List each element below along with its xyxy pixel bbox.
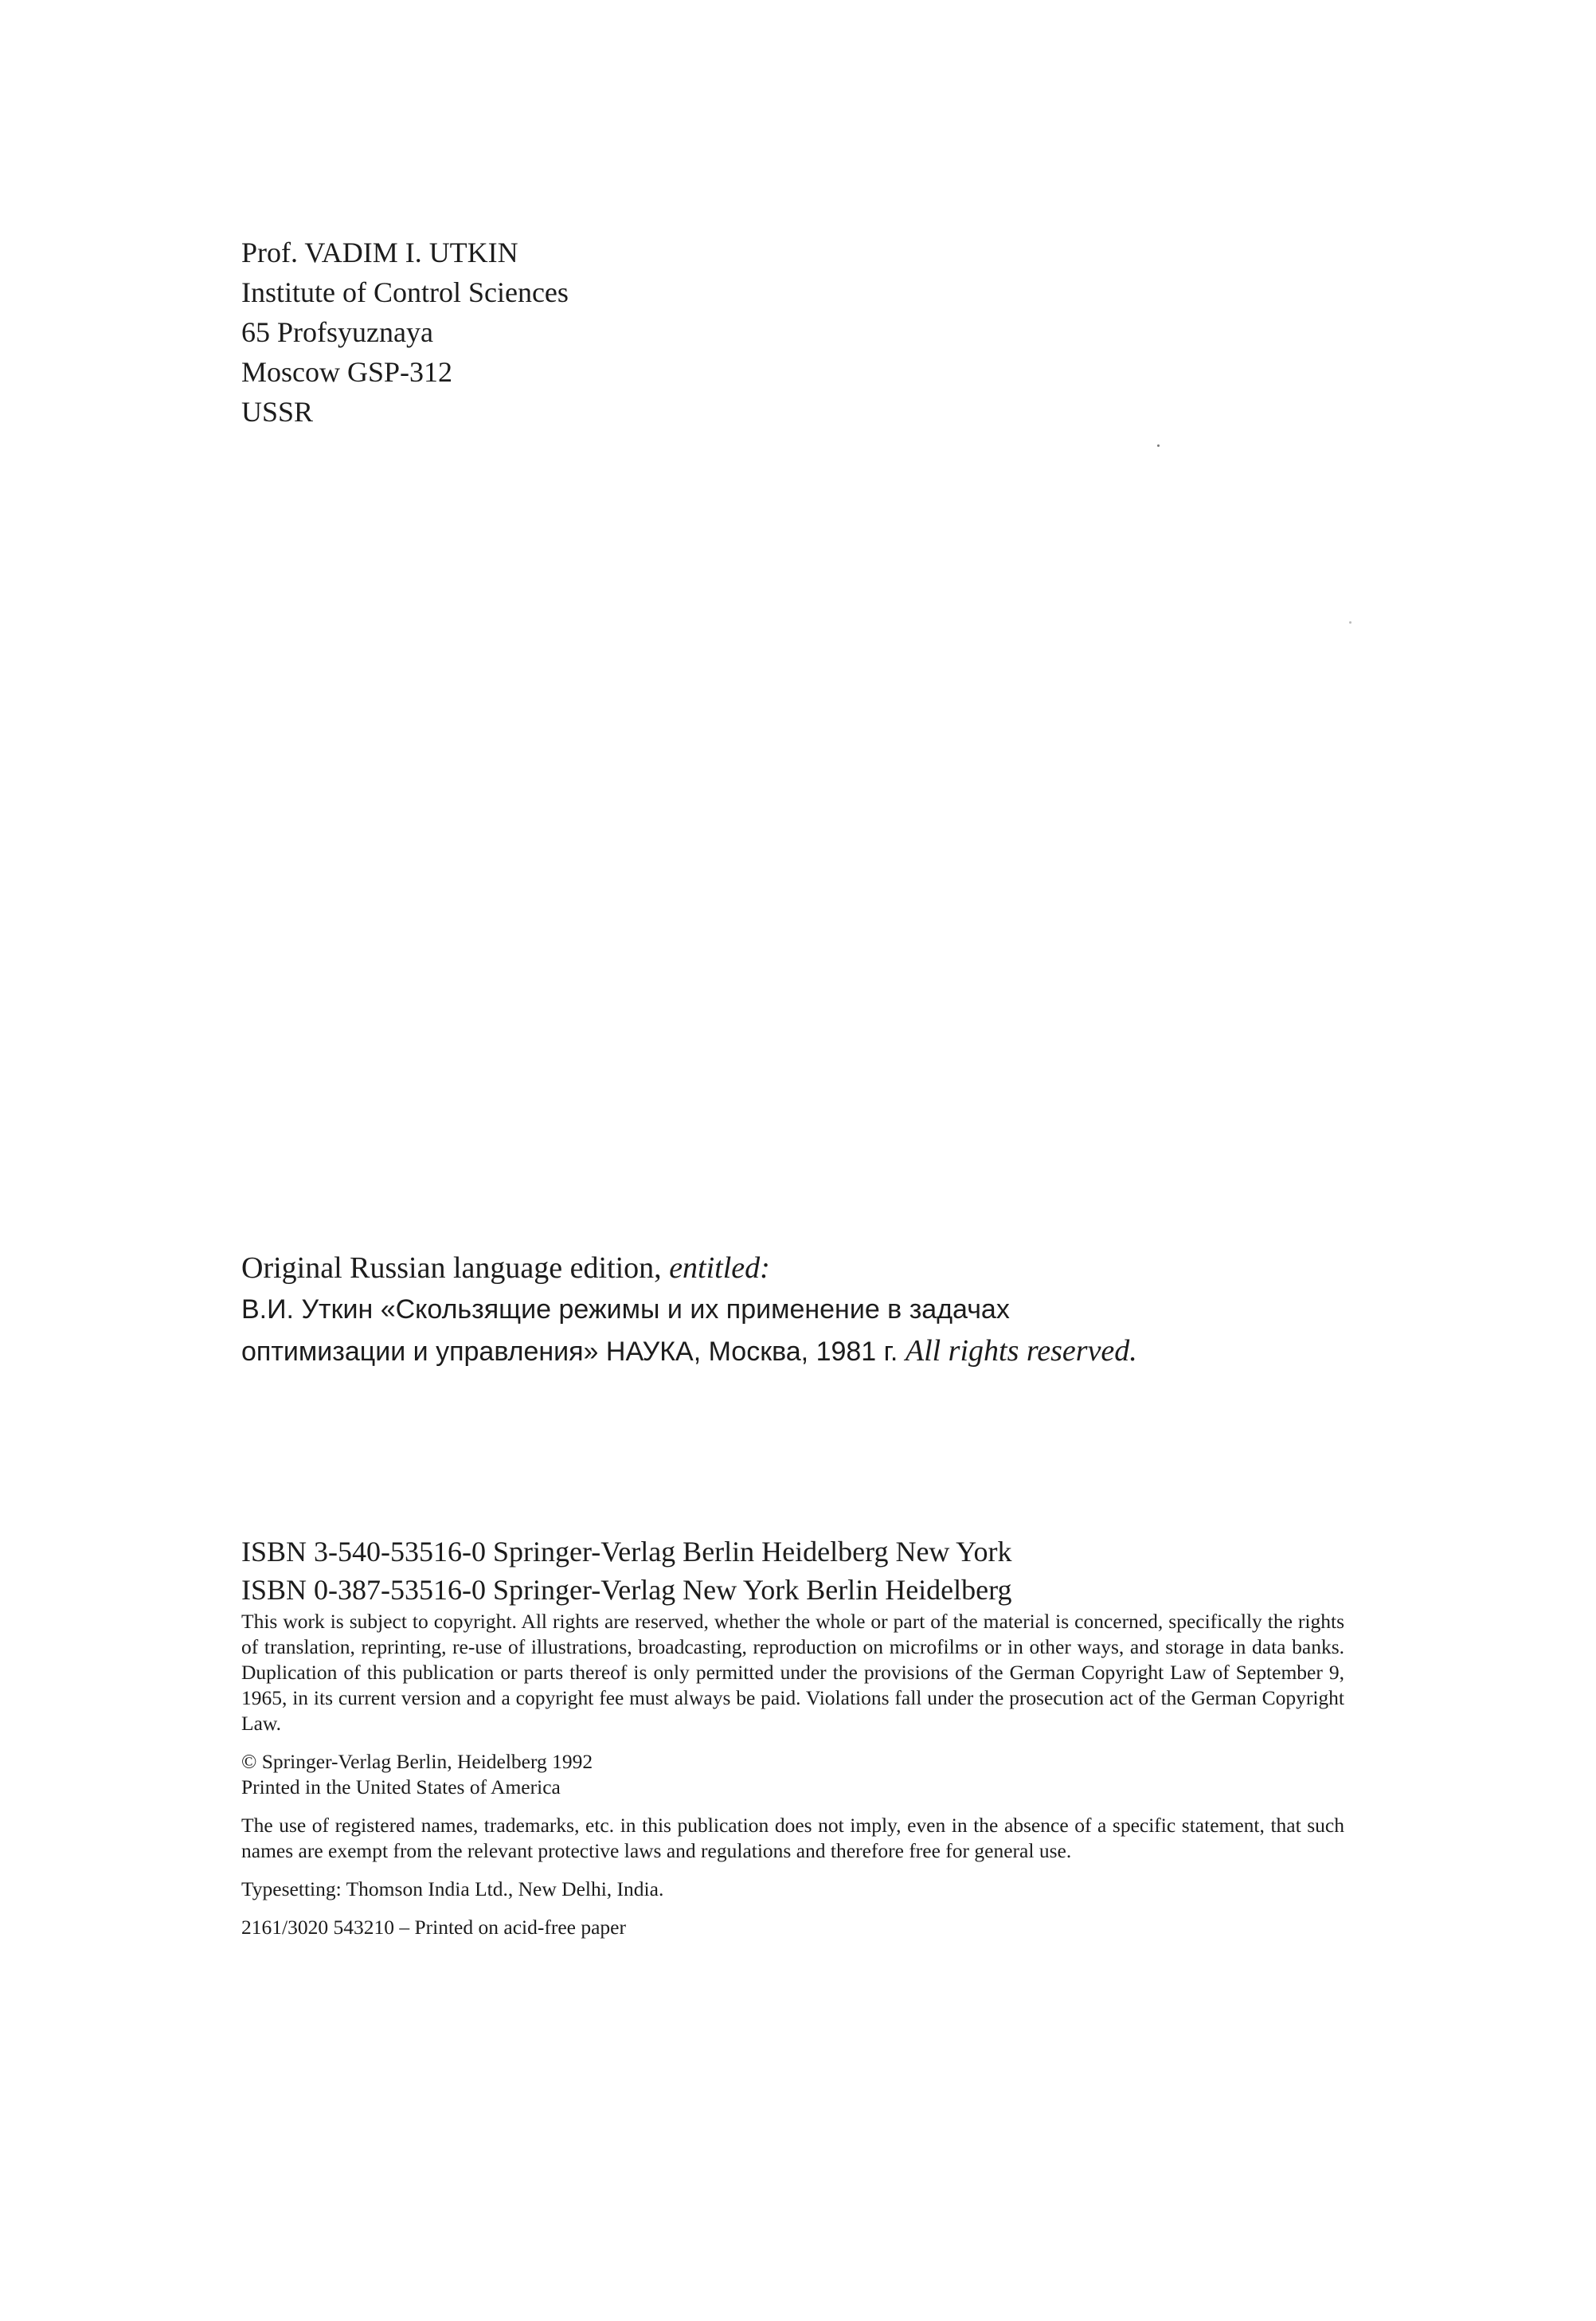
all-rights-reserved: All rights reserved. — [898, 1334, 1137, 1368]
author-name: Prof. VADIM I. UTKIN — [241, 237, 518, 268]
scan-speck — [1349, 621, 1352, 624]
typesetting-credit: Typesetting: Thomson India Ltd., New Delhi, India. — [241, 1877, 664, 1900]
publisher-copyright: © Springer-Verlag Berlin, Heidelberg 1992 — [241, 1750, 593, 1773]
copyright-notice: This work is subject to copyright. All rights are reserved, whether the whole or part of the material is concerned, specifically the rights of translation, reprinting, re-use of illustrations, broadcasting, reproduction on microfilms or in other ways, and storage in data banks. Duplication of this publication or parts thereof is only permitted under the provisions of the German Copyright Law of September 9, 1965, in its current version and a copyright fee must always be paid. Violations fall under the prosecution act of the German Copyright Law. — [241, 1610, 1344, 1735]
country-line: USSR — [241, 396, 314, 428]
original-edition-note — [241, 1247, 1356, 1372]
russian-title-line-2 — [241, 1330, 1356, 1372]
author-address — [241, 233, 569, 432]
russian-title-line-2-text: оптимизации и управления» НАУКА, Москва, 1981 г. — [241, 1337, 898, 1367]
russian-title-line-1: В.И. Уткин «Скользящие режимы и их применение в задачах — [241, 1294, 1010, 1325]
original-edition-prefix: Original Russian language edition, — [241, 1251, 670, 1285]
scan-speck — [1157, 444, 1160, 447]
original-edition-entitled: entitled: — [669, 1251, 770, 1285]
legal-section — [241, 1532, 1344, 1940]
original-edition-heading — [241, 1247, 1356, 1289]
print-code: 2161/3020 543210 – Printed on acid-free paper — [241, 1916, 626, 1939]
printed-in: Printed in the United States of America — [241, 1775, 561, 1798]
institute-line: Institute of Control Sciences — [241, 276, 569, 308]
isbn-line-1: ISBN 3-540-53516-0 Springer-Verlag Berlin Heidelberg New York — [241, 1536, 1012, 1568]
isbn-line-2: ISBN 0-387-53516-0 Springer-Verlag New York Berlin Heidelberg — [241, 1574, 1012, 1606]
trademark-notice: The use of registered names, trademarks, etc. in this publication does not imply, even in the absence of a specific statement, that such names are exempt from the relevant protective laws and regulations and therefore free for general use. — [241, 1814, 1344, 1862]
city-line: Moscow GSP-312 — [241, 356, 453, 388]
street-line: 65 Profsyuznaya — [241, 316, 433, 348]
